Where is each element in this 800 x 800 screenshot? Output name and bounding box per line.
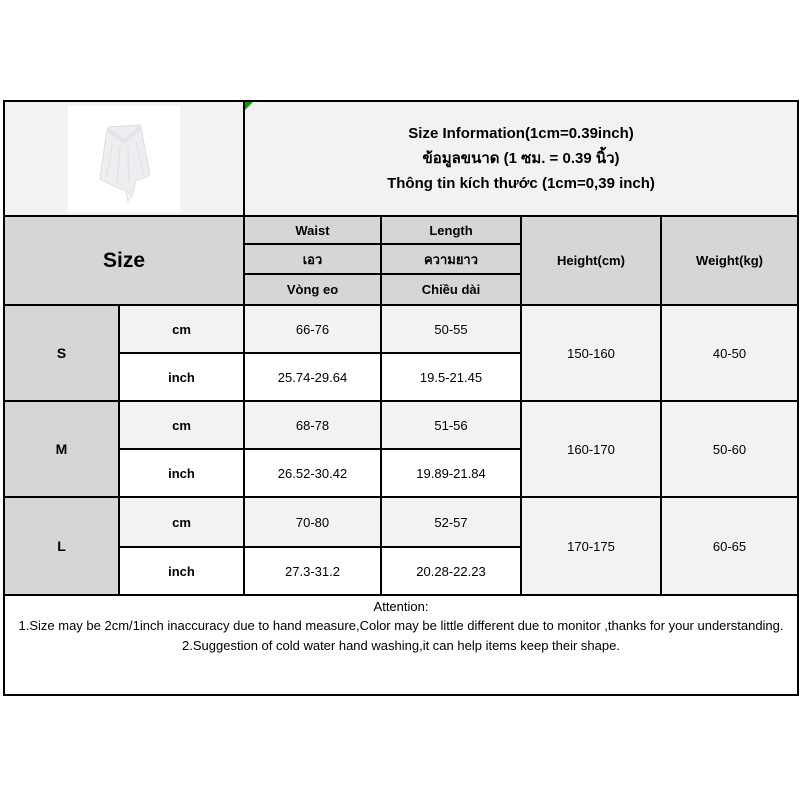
unit-cm: cm bbox=[119, 305, 244, 353]
size-label-s: S bbox=[4, 305, 119, 401]
title-thai: ข้อมูลขนาด (1 ซม. = 0.39 นิ้ว) bbox=[422, 150, 620, 167]
title-vietnamese: Thông tin kích thước (1cm=0,39 inch) bbox=[387, 175, 655, 192]
excel-error-corner-icon bbox=[245, 102, 253, 110]
s-waist-cm: 66-76 bbox=[244, 305, 381, 353]
l-height: 170-175 bbox=[521, 497, 661, 595]
unit-inch: inch bbox=[119, 449, 244, 497]
s-length-inch: 19.5-21.45 bbox=[381, 353, 521, 401]
attention-line-1: 1.Size may be 2cm/1inch inaccuracy due to hand measure,Color may be little different due to monitor ,thanks for your understanding. bbox=[18, 618, 784, 633]
header-waist-vi: Vòng eo bbox=[244, 274, 381, 305]
table-row bbox=[4, 305, 798, 353]
attention-title: Attention: bbox=[373, 599, 429, 614]
skirt-image bbox=[86, 113, 162, 205]
header-height: Height(cm) bbox=[521, 216, 661, 305]
header-length-th: ความยาว bbox=[381, 244, 521, 274]
header-waist-th: เอว bbox=[244, 244, 381, 274]
table-row bbox=[4, 401, 798, 449]
s-weight: 40-50 bbox=[661, 305, 798, 401]
title-english: Size Information(1cm=0.39inch) bbox=[408, 125, 634, 142]
l-waist-cm: 70-80 bbox=[244, 497, 381, 547]
header-size: Size bbox=[4, 216, 244, 305]
m-height: 160-170 bbox=[521, 401, 661, 497]
product-image-cell bbox=[4, 101, 244, 216]
l-waist-inch: 27.3-31.2 bbox=[244, 547, 381, 595]
size-information-table bbox=[3, 100, 799, 696]
header-weight: Weight(kg) bbox=[661, 216, 798, 305]
unit-cm: cm bbox=[119, 401, 244, 449]
unit-inch: inch bbox=[119, 547, 244, 595]
table-row bbox=[4, 497, 798, 547]
m-waist-inch: 26.52-30.42 bbox=[244, 449, 381, 497]
header-length-en: Length bbox=[381, 216, 521, 244]
m-waist-cm: 68-78 bbox=[244, 401, 381, 449]
unit-cm: cm bbox=[119, 497, 244, 547]
size-label-l: L bbox=[4, 497, 119, 595]
m-weight: 50-60 bbox=[661, 401, 798, 497]
title-cell bbox=[244, 101, 798, 216]
product-photo bbox=[68, 106, 180, 212]
s-height: 150-160 bbox=[521, 305, 661, 401]
header-length-vi: Chiều dài bbox=[381, 274, 521, 305]
s-length-cm: 50-55 bbox=[381, 305, 521, 353]
attention-section bbox=[4, 595, 798, 695]
l-weight: 60-65 bbox=[661, 497, 798, 595]
m-length-cm: 51-56 bbox=[381, 401, 521, 449]
unit-inch: inch bbox=[119, 353, 244, 401]
l-length-cm: 52-57 bbox=[381, 497, 521, 547]
s-waist-inch: 25.74-29.64 bbox=[244, 353, 381, 401]
l-length-inch: 20.28-22.23 bbox=[381, 547, 521, 595]
m-length-inch: 19.89-21.84 bbox=[381, 449, 521, 497]
size-label-m: M bbox=[4, 401, 119, 497]
header-waist-en: Waist bbox=[244, 216, 381, 244]
attention-line-2: 2.Suggestion of cold water hand washing,it can help items keep their shape. bbox=[182, 638, 620, 653]
